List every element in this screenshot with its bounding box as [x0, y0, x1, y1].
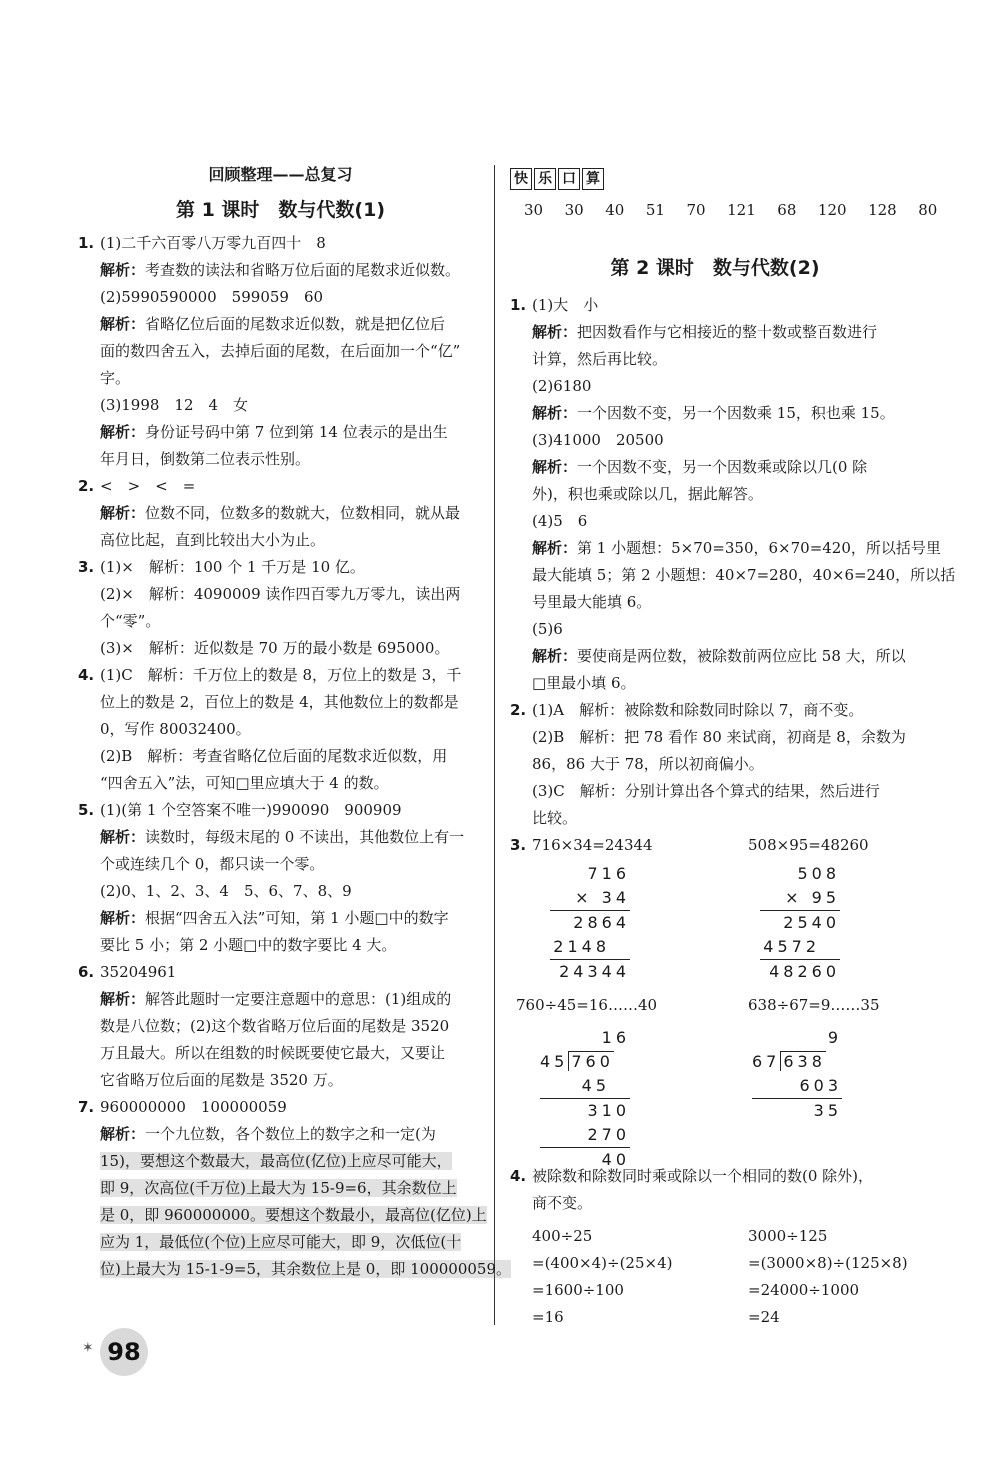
answer-line: [510, 670, 920, 697]
lesson1-title: 第 1 课时 数与代数(1): [175, 199, 386, 221]
answer-text: (2)× 解析：4090009 读作四百零九万零九，读出两: [100, 585, 461, 603]
answer-line: [78, 311, 483, 338]
answer-line: [78, 1121, 483, 1148]
answer-text: (2)0、1、2、3、4 5、6、7、8、9: [100, 882, 352, 900]
answer-line: [510, 724, 920, 751]
analysis-label: 解析：: [532, 404, 578, 422]
answer-line: [78, 1013, 483, 1040]
answer-text: 是 0，即 960000000。要想这个数最小，最高位(亿位)上: [100, 1206, 487, 1224]
answer-text: < > < =: [100, 477, 196, 495]
answer-text: (3)C 解析：分别计算出各个算式的结果，然后进行: [532, 782, 880, 800]
analysis-label: 解析：: [100, 423, 146, 441]
analysis-label: 解析：: [532, 458, 578, 476]
answer-text: 要比 5 小；第 2 小题□中的数字要比 4 大。: [100, 936, 397, 954]
question-number: 1.: [78, 234, 95, 252]
answer-line: [78, 797, 483, 824]
answer-line: [78, 1256, 512, 1283]
answer-text: (1)(第 1 个空答案不唯一)990090 900909: [100, 801, 402, 819]
analysis-label: 解析：: [100, 315, 146, 333]
answer-line: [510, 562, 956, 589]
answer-text: 个“零”。: [100, 612, 161, 630]
answer-line: [78, 1175, 483, 1202]
answer-text: 即 9，次高位(千万位)上最大为 15-9=6，其余数位上: [100, 1179, 457, 1197]
q3-eq2: 508×95=48260: [748, 836, 869, 854]
answer-text: 应为 1，最低位(个位)上应尽可能大，即 9，次低位(十: [100, 1233, 462, 1251]
answer-text: 15)，要想这个数最大，最高位(亿位)上应尽可能大，: [100, 1152, 452, 1170]
analysis-label: 解析：: [100, 261, 146, 279]
answer-line: [510, 319, 920, 346]
answer-line: [510, 400, 920, 427]
badge-char: 口: [558, 168, 580, 190]
answer-text: (5)6: [532, 620, 563, 638]
answer-text: 计算，然后再比较。: [532, 350, 668, 368]
answer-text: 数是八位数；(2)这个数省略万位后面的尾数是 3520: [100, 1017, 450, 1035]
answer-text: (4)5 6: [532, 512, 588, 530]
analysis-label: 解析：: [100, 1125, 146, 1143]
answer-line: [78, 527, 483, 554]
answer-line: [510, 805, 920, 832]
answer-text: (3)1998 12 4 女: [100, 396, 249, 414]
answer-line: [78, 446, 483, 473]
section-title: 回顾整理——总复习: [208, 165, 353, 184]
answer-line: [510, 589, 920, 616]
question-number: 3.: [78, 558, 95, 576]
answer-line: [78, 851, 483, 878]
column-divider: [494, 165, 495, 1325]
answer-text: 一个因数不变，另一个因数乘或除以几(0 除: [577, 458, 868, 476]
question-number: 6.: [78, 963, 95, 981]
answer-line: [78, 257, 483, 284]
page-number: 98: [100, 1328, 148, 1376]
answer-text: 位数不同，位数多的数就大，位数相同，就从最: [145, 504, 461, 522]
answer-text: 解答此题时一定要注意题中的意思：(1)组成的: [145, 990, 452, 1008]
answer-text: (2)B 解析：把 78 看作 80 来试商，初商是 8，余数为: [532, 728, 906, 746]
kousuan-answers: 30 30 40 51 70 121 68 120 128 80: [524, 201, 938, 219]
answer-line: [78, 500, 483, 527]
answer-line: [78, 284, 483, 311]
answer-line: [510, 751, 920, 778]
analysis-label: 解析：: [100, 828, 146, 846]
answer-line: [78, 473, 483, 500]
answer-text: 省略亿位后面的尾数求近似数，就是把亿位后: [145, 315, 446, 333]
answer-line: [78, 1094, 483, 1121]
analysis-label: 解析：: [532, 539, 578, 557]
answer-text: (3)41000 20500: [532, 431, 664, 449]
q3-eq3: 760÷45=16……40: [516, 996, 658, 1014]
answer-line: [78, 1229, 483, 1256]
answer-text: 根据“四舍五入法”可知，第 1 小题□中的数字: [145, 909, 449, 927]
answer-text: “四舍五入”法，可知□里应填大于 4 的数。: [100, 774, 389, 792]
answer-line: [78, 986, 483, 1013]
answer-text: 0，写作 80032400。: [100, 720, 251, 738]
badge-char: 乐: [534, 168, 556, 190]
lesson1-answers: [78, 230, 512, 1283]
answer-line: [78, 1202, 487, 1229]
answer-line: [510, 373, 920, 400]
question-number: 5.: [78, 801, 95, 819]
question-number: 7.: [78, 1098, 95, 1116]
answer-text: (1)× 解析：100 个 1 千万是 10 亿。: [100, 558, 365, 576]
answer-line: [78, 1040, 483, 1067]
q3-eq4: 638÷67=9……35: [748, 996, 880, 1014]
answer-text: (1)大 小: [532, 296, 599, 314]
answer-line: [510, 535, 941, 562]
answer-text: 个或连续几个 0，都只读一个零。: [100, 855, 325, 873]
answer-line: [78, 554, 483, 581]
q3-eq1: 716×34=24344: [532, 836, 653, 854]
answer-line: [510, 508, 920, 535]
answer-line: [78, 392, 483, 419]
answer-text: (2)5990590000 599059 60: [100, 288, 324, 306]
answer-text: (1)二千六百零八万零九百四十 8: [100, 234, 326, 252]
answer-text: (1)A 解析：被除数和除数同时除以 7，商不变。: [532, 701, 864, 719]
answer-text: 考查数的读法和省略万位后面的尾数求近似数。: [145, 261, 461, 279]
badge-char: 快: [510, 168, 532, 190]
answer-text: 面的数四舍五入，去掉后面的尾数，在后面加一个“亿”: [100, 342, 461, 360]
badge-char: 算: [582, 168, 604, 190]
answer-line: [78, 230, 483, 257]
analysis-label: 解析：: [100, 990, 146, 1008]
answer-text: 把因数看作与它相接近的整十数或整百数进行: [577, 323, 878, 341]
answer-text: 一个因数不变，另一个因数乘 15，积也乘 15。: [577, 404, 895, 422]
answer-line: [78, 824, 483, 851]
answer-line: [78, 1067, 483, 1094]
div-638-by-67: 9 67 638 603 35: [752, 1028, 842, 1120]
answer-line: [510, 427, 920, 454]
answer-line: [78, 608, 483, 635]
answer-line: [78, 689, 483, 716]
answer-text: 960000000 100000059: [100, 1098, 287, 1116]
right-column: [510, 168, 956, 1326]
div-760-by-45: 16 45 760 45 310 270 40: [540, 1028, 630, 1169]
left-column: [78, 160, 512, 1283]
kuaile-kousuan-badge: [510, 168, 920, 190]
answer-text: 要使商是两位数，被除数前两位应比 58 大，所以: [577, 647, 906, 665]
answer-text: (2)B 解析：考查省略亿位后面的尾数求近似数，用: [100, 747, 448, 765]
answer-line: [510, 697, 920, 724]
answer-text: (3)× 解析：近似数是 70 万的最小数是 695000。: [100, 639, 450, 657]
mult-508x95: 508 × 95 2540 4572 48260: [760, 862, 840, 984]
q4-number: 4.: [510, 1167, 527, 1185]
answer-line: [78, 365, 483, 392]
answer-text: 身份证号码中第 7 位到第 14 位表示的是出生: [145, 423, 448, 441]
star-icon: ✶: [82, 1340, 94, 1356]
answer-text: (1)C 解析：千万位上的数是 8，万位上的数是 3，千: [100, 666, 462, 684]
answer-line: [510, 481, 920, 508]
lesson2-answers: [510, 292, 956, 832]
answer-line: [78, 878, 483, 905]
answer-text: 最大能填 5；第 2 小题想：40×7=280，40×6=240，所以括: [532, 566, 956, 584]
answer-text: 一个九位数，各个数位上的数字之和一定(为: [145, 1125, 436, 1143]
answer-line: [510, 454, 920, 481]
analysis-label: 解析：: [532, 647, 578, 665]
analysis-label: 解析：: [100, 504, 146, 522]
mult-716x34: 716 × 34 2864 2148 24344: [550, 862, 630, 984]
answer-line: [78, 959, 483, 986]
answer-text: □里最小填 6。: [532, 674, 636, 692]
analysis-label: 解析：: [532, 323, 578, 341]
answer-text: 读数时，每级末尾的 0 不读出，其他数位上有一: [145, 828, 465, 846]
answer-line: [78, 662, 483, 689]
q4-calc-b: 3000÷125 =(3000×8)÷(125×8) =24000÷1000 =24: [748, 1227, 908, 1326]
answer-text: 第 1 小题想：5×70=350，6×70=420，所以括号里: [577, 539, 941, 557]
answer-text: 号里最大能填 6。: [532, 593, 652, 611]
answer-line: [510, 346, 920, 373]
answer-line: [510, 292, 920, 319]
answer-text: 86，86 大于 78，所以初商偏小。: [532, 755, 764, 773]
question-number: 2.: [78, 477, 95, 495]
question-number: 2.: [510, 701, 527, 719]
question-number: 1.: [510, 296, 527, 314]
answer-text: (2)6180: [532, 377, 592, 395]
answer-line: [78, 932, 483, 959]
answer-text: 位上的数是 2，百位上的数是 4，其他数位上的数都是: [100, 693, 459, 711]
answer-text: 位)上最大为 15-1-9=5，其余数位上是 0，即 100000059。: [100, 1260, 512, 1278]
answer-line: [78, 338, 483, 365]
answer-line: [78, 716, 483, 743]
answer-text: 字。: [100, 369, 131, 387]
answer-line: [78, 419, 483, 446]
answer-line: [78, 581, 483, 608]
question-number: 4.: [78, 666, 95, 684]
answer-text: 外)，积也乘或除以几，据此解答。: [532, 485, 763, 503]
answer-text: 它省略万位后面的尾数是 3520 万。: [100, 1071, 343, 1089]
answer-line: [78, 743, 483, 770]
answer-line: [510, 643, 920, 670]
answer-line: [78, 905, 483, 932]
answer-text: 万且最大。所以在组数的时候既要使它最大，又要让: [100, 1044, 446, 1062]
answer-text: 比较。: [532, 809, 578, 827]
q3-number: 3.: [510, 836, 527, 854]
answer-line: [510, 778, 920, 805]
answer-line: [78, 1148, 483, 1175]
answer-line: [78, 635, 483, 662]
answer-line: [510, 616, 920, 643]
lesson2-title: 第 2 课时 数与代数(2): [610, 257, 820, 279]
analysis-label: 解析：: [100, 909, 146, 927]
answer-text: 年月日，倒数第二位表示性别。: [100, 450, 311, 468]
answer-text: 35204961: [100, 963, 177, 981]
answer-text: 高位比起，直到比较出大小为止。: [100, 531, 326, 549]
answer-line: [78, 770, 483, 797]
q4-block: 4. 被除数和除数同时乘或除以一个相同的数(0 除外)， 商不变。 400÷25 =(400×4)÷(25×4) =1600÷100 =16 3000÷125 =(3000×8)÷(125×8) =24000÷1000 =24: [510, 1163, 920, 1343]
q4-calc-a: 400÷25 =(400×4)÷(25×4) =1600÷100 =16: [532, 1227, 673, 1326]
